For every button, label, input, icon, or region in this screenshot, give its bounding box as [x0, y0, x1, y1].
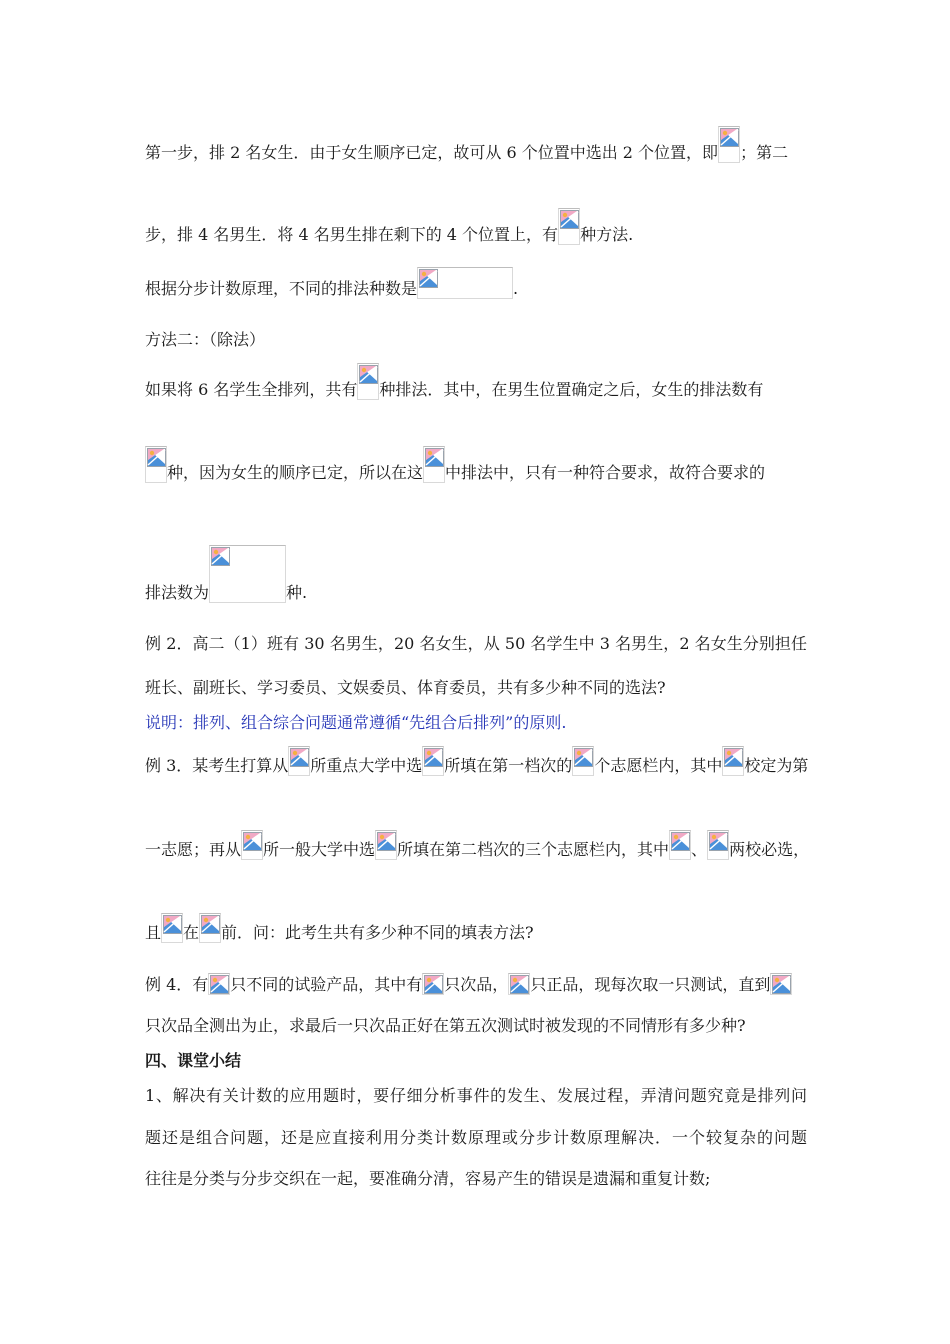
broken-image-icon	[424, 748, 443, 767]
formula-image-placeholder	[375, 830, 397, 860]
broken-image-icon	[210, 975, 229, 994]
formula-image-placeholder	[722, 746, 744, 776]
text-line-17: 1、解决有关计数的应用题时，要仔细分析事件的发生、发展过程，弄清问题究竟是排列问	[145, 1086, 807, 1105]
formula-image-placeholder	[241, 830, 263, 860]
broken-image-icon	[163, 915, 182, 934]
formula-image-placeholder	[422, 973, 444, 995]
formula-image-placeholder	[161, 913, 183, 943]
broken-image-icon	[211, 547, 230, 566]
broken-image-icon	[147, 448, 166, 467]
text-line-12: 一志愿；再从 所一般大学中选 所填在第二档次的三个志愿栏内，其中 、 两校必选，	[145, 830, 809, 860]
broken-image-icon	[201, 915, 220, 934]
text-line-8: 例 2．高二（1）班有 30 名男生，20 名女生，从 50 名学生中 3 名男生，2 名女生分别担任	[145, 634, 807, 653]
text-line-7: 排法数为 种.	[145, 545, 307, 603]
formula-image-placeholder	[422, 746, 444, 776]
text-line-15: 只次品全测出为止，求最后一只次品正好在第五次测试时被发现的不同情形有多少种?	[145, 1016, 746, 1035]
broken-image-icon	[243, 832, 262, 851]
broken-image-icon	[424, 975, 443, 994]
formula-image-placeholder	[208, 973, 230, 995]
broken-image-icon	[671, 832, 690, 851]
formula-image-placeholder	[288, 746, 310, 776]
broken-image-icon	[510, 975, 529, 994]
note-line: 说明：排列、组合综合问题通常遵循“先组合后排列”的原则.	[145, 713, 567, 732]
formula-image-placeholder	[572, 746, 594, 776]
text-line-18: 题还是组合问题，还是应直接利用分类计数原理或分步计数原理解决．一个较复杂的问题	[145, 1128, 807, 1147]
broken-image-icon	[425, 448, 444, 467]
text-line-2: 步，排 4 名男生．将 4 名男生排在剩下的 4 个位置上，有 种方法.	[145, 208, 633, 245]
broken-image-icon	[574, 748, 593, 767]
broken-image-icon	[772, 975, 791, 994]
text-line-9: 班长、副班长、学习委员、文娱委员、体育委员，共有多少种不同的选法?	[145, 678, 666, 697]
text-line-11: 例 3．某考生打算从 所重点大学中选 所填在第一档次的 个志愿栏内，其中 校定为第	[145, 746, 808, 776]
formula-image-placeholder	[718, 126, 740, 163]
broken-image-icon	[377, 832, 396, 851]
broken-image-icon	[720, 128, 739, 147]
section-heading: 四、课堂小结	[145, 1051, 242, 1070]
formula-image-placeholder	[145, 446, 167, 483]
formula-image-placeholder	[209, 545, 286, 603]
formula-image-placeholder	[199, 913, 221, 943]
broken-image-icon	[709, 832, 728, 851]
broken-image-icon	[290, 748, 309, 767]
text-line-4: 方法二：（除法）	[145, 330, 266, 349]
formula-image-placeholder	[707, 830, 729, 860]
formula-image-placeholder	[417, 267, 513, 299]
broken-image-icon	[419, 269, 438, 288]
text-line-14: 例 4．有 只不同的试验产品，其中有 只次品， 只正品，现每次取一只测试，直到	[145, 973, 792, 995]
formula-image-placeholder	[357, 363, 379, 400]
broken-image-icon	[724, 748, 743, 767]
broken-image-icon	[359, 365, 378, 384]
text-line-5: 如果将 6 名学生全排列，共有 种排法．其中，在男生位置确定之后，女生的排法数有	[145, 363, 763, 400]
formula-image-placeholder	[423, 446, 445, 483]
text-line-19: 往往是分类与分步交织在一起，要准确分清，容易产生的错误是遗漏和重复计数;	[145, 1169, 711, 1188]
formula-image-placeholder	[508, 973, 530, 995]
formula-image-placeholder	[669, 830, 691, 860]
formula-image-placeholder	[770, 973, 792, 995]
text-line-1: 第一步，排 2 名女生．由于女生顺序已定，故可从 6 个位置中选出 2 个位置，即 ；第二	[145, 126, 788, 163]
formula-image-placeholder	[558, 208, 580, 245]
broken-image-icon	[560, 210, 579, 229]
text-line-3: 根据分步计数原理，不同的排法种数是 .	[145, 267, 518, 299]
text-line-13: 且 在 前．问：此考生共有多少种不同的填表方法?	[145, 913, 534, 943]
text-line-6: 种，因为女生的顺序已定，所以在这 中排法中，只有一种符合要求，故符合要求的	[145, 446, 765, 483]
